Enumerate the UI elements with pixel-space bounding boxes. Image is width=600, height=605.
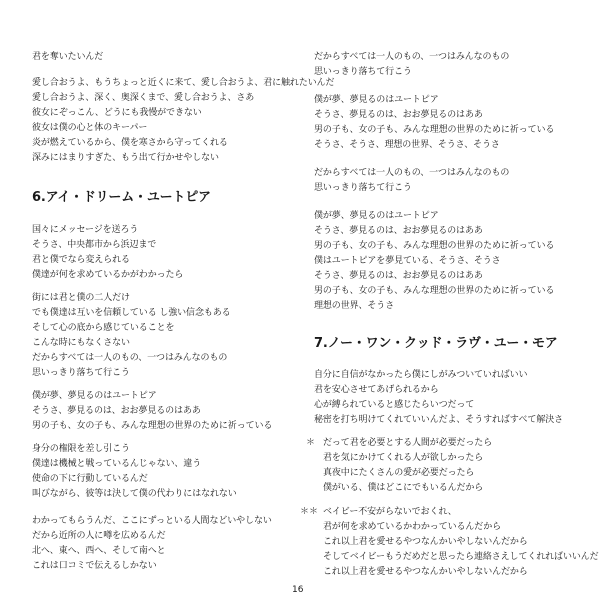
lyric-line: 身分の権限を差し引こう	[32, 444, 130, 454]
lyric-line: 君を気にかけてくれる人が欲しかったら	[323, 453, 484, 463]
lyric-line: そうさ、夢見るのは、おお夢見るのはああ	[314, 271, 483, 281]
lyric-line: そうさ、夢見るのは、おお夢見るのはああ	[314, 226, 483, 236]
lyric-line: 真夜中にたくさんの愛が必要だったら	[323, 468, 475, 478]
lyric-line: だから近所の人に噂を広めるんだ	[32, 531, 166, 541]
lyric-line: 男の子も、女の子も、みんな理想の世界のために祈っている	[32, 421, 273, 431]
lyric-line: 僕が夢、夢見るのはユートピア	[314, 95, 439, 105]
lyric-line: そうさ、夢見るのは、おお夢見るのはああ	[32, 406, 201, 416]
lyric-line: だからすべては一人のもの、一つはみんなのもの	[314, 168, 510, 178]
lyric-line: ベイビー不安がらないでおくれ、	[323, 507, 457, 517]
chorus-marker-double: ＊＊	[300, 507, 319, 517]
lyric-line: 僕達は機械と戦っているんじゃない、違う	[32, 459, 202, 469]
lyric-line: 叫びながら、彼等は決して僕の代わりにはなれない	[32, 489, 237, 499]
lyric-line: そうさ、夢見るのは、おお夢見るのはああ	[314, 110, 483, 120]
lyric-line: 秘密を打ち明けてくれていいんだよ、そうすればすべて解決さ	[314, 415, 564, 425]
lyric-line: 心が縛られていると感じたらいつだって	[314, 400, 475, 410]
lyric-line: 思いっきり落ちて行こう	[314, 183, 412, 193]
lyric-line: 男の子も、女の子も、みんな理想の世界のために祈っている	[314, 241, 555, 251]
lyric-line: 男の子も、女の子も、みんな理想の世界のために祈っている	[314, 286, 555, 296]
lyric-line: そしてベイビーもうだめだと思ったら連絡さえしてくれればいいんだ	[323, 552, 599, 562]
lyric-line: そうさ、中央都市から浜辺まで	[32, 240, 157, 250]
lyric-line: 僕達が何を求めているかがわかったら	[32, 270, 184, 280]
lyric-line: これは口コミで伝えるしかない	[32, 561, 157, 571]
lyric-line: これ以上君を愛せるやつなんかいやしないんだから	[323, 567, 528, 577]
lyric-line: 思いっきり落ちて行こう	[314, 67, 412, 77]
lyric-line: 彼女は僕の心と体のキーパー	[32, 123, 148, 133]
song-heading-6: 6.アイ・ドリーム・ユートピア	[32, 190, 211, 205]
lyric-line: これ以上君を愛せるやつなんかいやしないんだから	[323, 537, 528, 547]
lyric-line: そして心の底から感じていることを	[32, 323, 175, 333]
lyric-line: 街には君と僕の二人だけ	[32, 293, 130, 303]
lyric-line: 炎が燃えているから、僕を寒さから守ってくれる	[32, 138, 228, 148]
lyric-line: わかってもらうんだ、ここにずっといる人間などいやしない	[32, 516, 272, 526]
lyric-line: 君を安心させてあげられるから	[314, 385, 439, 395]
lyric-line: 北へ、東へ、西へ、そして南へと	[32, 546, 166, 556]
lyric-line: 思いっきり落ちて行こう	[32, 368, 130, 378]
song-heading-7: 7.ノー・ワン・クッド・ラヴ・ユー・モア	[314, 336, 558, 351]
lyric-line: だって君を必要とする人間が必要だったら	[323, 438, 493, 448]
lyric-line: 僕が夢、夢見るのはユートピア	[314, 211, 439, 221]
lyric-line: 深みにはまりすぎた、もう出て行かせやしない	[32, 153, 219, 163]
lyric-line: でも僕達は互いを信頼している し強い信念もある	[32, 308, 231, 318]
lyric-line: 君と僕でなら変えられる	[32, 255, 130, 265]
chorus-marker-single: ＊	[306, 438, 316, 448]
lyric-line: 使命の下に行動しているんだ	[32, 474, 148, 484]
lyric-line: 君が何を求めているかわかっているんだから	[323, 522, 502, 532]
lyric-line: こんな時にもなくさない	[32, 338, 130, 348]
lyric-line: 僕が夢、夢見るのはユートピア	[32, 391, 157, 401]
page-number: 16	[292, 585, 304, 595]
lyric-line: 君を奪いたいんだ	[32, 52, 104, 62]
lyric-line: 国々にメッセージを送ろう	[32, 225, 139, 235]
lyric-line: 彼女にぞっこん、どうにも我慢ができない	[32, 108, 202, 118]
lyric-line: 自分に自信がなかったら僕にしがみついていればいい	[314, 370, 528, 380]
lyric-line: 理想の世界、そうさ	[314, 301, 395, 311]
lyric-line: 愛し合おうよ、深く、奥深くまで、愛し合おうよ、さあ	[32, 93, 255, 103]
lyric-line: だからすべては一人のもの、一つはみんなのもの	[32, 353, 228, 363]
lyric-line: そうさ、そうさ、理想の世界、そうさ、そうさ	[314, 140, 500, 150]
lyric-line: 男の子も、女の子も、みんな理想の世界のために祈っている	[314, 125, 555, 135]
lyric-line: 僕はユートピアを夢見ている、そうさ、そうさ	[314, 256, 501, 266]
lyric-line: 愛し合おうよ、もうちょっと近くに来て、愛し合おうよ、君に触れたいんだ	[32, 78, 335, 88]
lyric-line: だからすべては一人のもの、一つはみんなのもの	[314, 52, 510, 62]
lyric-line: 僕がいる、僕はどこにでもいるんだから	[323, 483, 484, 493]
